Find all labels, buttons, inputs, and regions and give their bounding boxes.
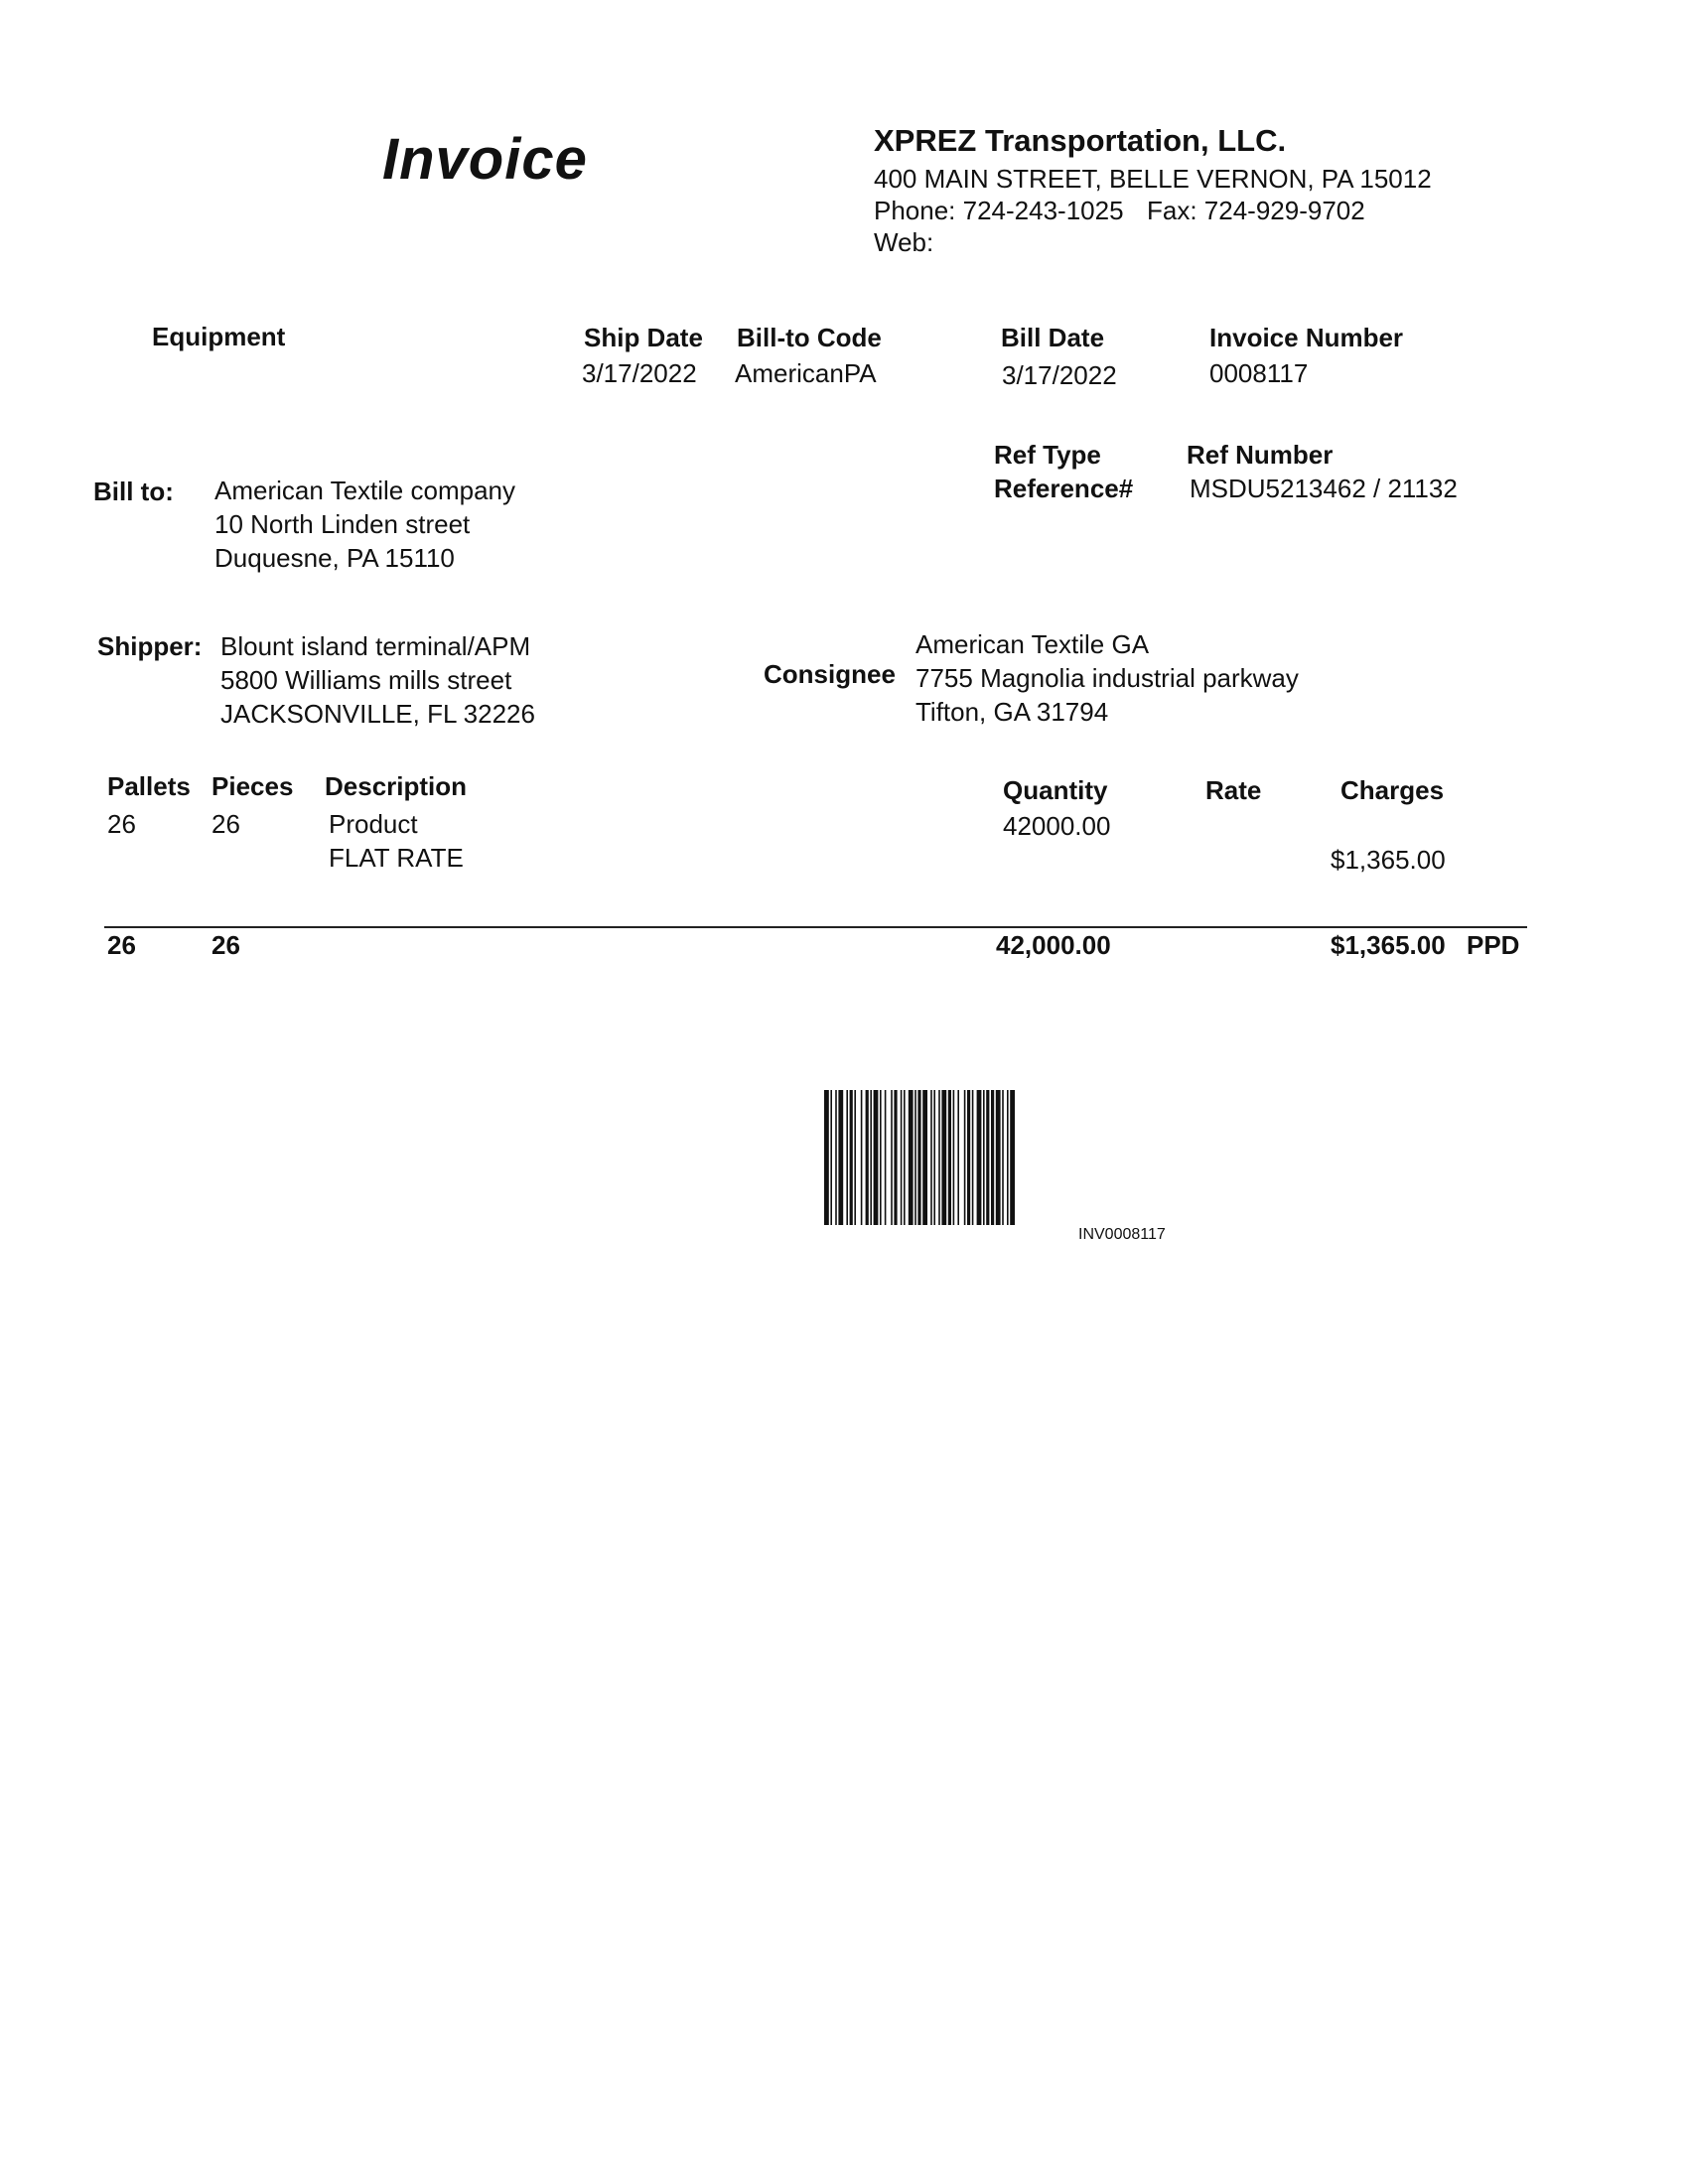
barcode-bar — [933, 1090, 935, 1225]
bill-date-value: 3/17/2022 — [1002, 360, 1117, 390]
barcode-bar — [894, 1090, 897, 1225]
barcode-bar — [1002, 1090, 1004, 1225]
consignee-label: Consignee — [764, 659, 896, 689]
barcode-bar — [930, 1090, 932, 1225]
barcode-bar — [957, 1090, 959, 1225]
pieces-header: Pieces — [211, 771, 294, 801]
barcode-bar — [874, 1090, 879, 1225]
barcode-bar — [977, 1090, 982, 1225]
invoice-number-label: Invoice Number — [1209, 323, 1404, 352]
shipper-line: JACKSONVILLE, FL 32226 — [220, 699, 535, 729]
barcode-bar — [983, 1090, 985, 1225]
total-quantity: 42,000.00 — [996, 930, 1111, 960]
consignee-line: 7755 Magnolia industrial parkway — [915, 663, 1299, 693]
ref-type-label: Ref Type — [994, 440, 1101, 470]
barcode-bar — [941, 1090, 946, 1225]
total-pallets: 26 — [107, 930, 136, 960]
description-header: Description — [325, 771, 468, 801]
barcode-bar — [838, 1090, 843, 1225]
quantity-header: Quantity — [1003, 775, 1108, 805]
shipper-line: 5800 Williams mills street — [220, 665, 512, 695]
barcode-bar — [991, 1090, 994, 1225]
barcode-bar — [996, 1090, 1001, 1225]
consignee-line: Tifton, GA 31794 — [915, 697, 1109, 727]
row-description: FLAT RATE — [329, 843, 464, 873]
barcode-bar — [938, 1090, 940, 1225]
bill-to-line: 10 North Linden street — [214, 509, 471, 539]
payment-terms: PPD — [1467, 930, 1520, 960]
bill-to-line: American Textile company — [214, 476, 515, 505]
bill-date-label: Bill Date — [1001, 323, 1105, 352]
bill-to-code-label: Bill-to Code — [737, 323, 882, 352]
shipper-address — [220, 629, 535, 731]
company-name: XPREZ Transportation, LLC. — [874, 123, 1287, 158]
invoice-title: Invoice — [382, 127, 588, 192]
barcode-bar — [830, 1090, 832, 1225]
row-pallets: 26 — [107, 809, 136, 839]
bill-to-line: Duquesne, PA 15110 — [214, 543, 455, 573]
ref-type-value: Reference# — [994, 474, 1134, 503]
barcode-bar — [964, 1090, 966, 1225]
consignee-line: American Textile GA — [915, 629, 1150, 659]
barcode-bar — [824, 1090, 829, 1225]
row-pieces: 26 — [211, 809, 240, 839]
barcode-bar — [914, 1090, 916, 1225]
barcode-bar — [967, 1090, 970, 1225]
barcode-bar — [885, 1090, 887, 1225]
charges-header: Charges — [1340, 775, 1445, 805]
shipper-label: Shipper: — [97, 631, 203, 661]
ref-number-label: Ref Number — [1187, 440, 1334, 470]
barcode-bar — [854, 1090, 856, 1225]
ship-date-label: Ship Date — [584, 323, 703, 352]
barcode-bar — [1010, 1090, 1015, 1225]
barcode-bar — [909, 1090, 914, 1225]
total-pieces: 26 — [211, 930, 240, 960]
rate-header: Rate — [1205, 775, 1262, 805]
barcode-text: INV0008117 — [1078, 1226, 1166, 1243]
company-phone: Phone: 724-243-1025 — [874, 196, 1124, 225]
equipment-label: Equipment — [152, 322, 286, 351]
totals-divider — [104, 926, 1527, 928]
bill-to-code-value: AmericanPA — [735, 358, 877, 388]
barcode-bar — [891, 1090, 893, 1225]
company-address: 400 MAIN STREET, BELLE VERNON, PA 15012 — [874, 164, 1432, 194]
row-charges: $1,365.00 — [1331, 845, 1446, 875]
ref-number-value: MSDU5213462 / 21132 — [1190, 474, 1458, 503]
barcode-bar — [846, 1090, 848, 1225]
row-description: Product — [329, 809, 418, 839]
barcode-bar — [917, 1090, 920, 1225]
barcode-bar — [948, 1090, 951, 1225]
barcode-bar — [1007, 1090, 1009, 1225]
row-quantity: 42000.00 — [1003, 811, 1111, 841]
ship-date-value: 3/17/2022 — [582, 358, 697, 388]
invoice-number-value: 0008117 — [1209, 358, 1309, 388]
barcode-bar — [866, 1090, 869, 1225]
pallets-header: Pallets — [107, 771, 191, 801]
barcode-bar — [953, 1090, 955, 1225]
barcode-bar — [986, 1090, 989, 1225]
barcode-bar — [880, 1090, 882, 1225]
barcode-bar — [972, 1090, 974, 1225]
barcode-bar — [901, 1090, 903, 1225]
barcode-bar — [861, 1090, 863, 1225]
barcode-bar — [922, 1090, 927, 1225]
total-charges: $1,365.00 — [1331, 930, 1446, 960]
barcode-bar — [904, 1090, 906, 1225]
barcode-bar — [835, 1090, 837, 1225]
bill-to-address — [214, 474, 515, 575]
company-web: Web: — [874, 227, 934, 257]
bill-to-label: Bill to: — [93, 477, 174, 506]
shipper-line: Blount island terminal/APM — [220, 631, 531, 661]
barcode-bar — [850, 1090, 853, 1225]
consignee-address — [915, 627, 1299, 729]
barcode-bar — [870, 1090, 872, 1225]
invoice-barcode — [824, 1090, 1087, 1225]
company-fax: Fax: 724-929-9702 — [1147, 196, 1365, 225]
